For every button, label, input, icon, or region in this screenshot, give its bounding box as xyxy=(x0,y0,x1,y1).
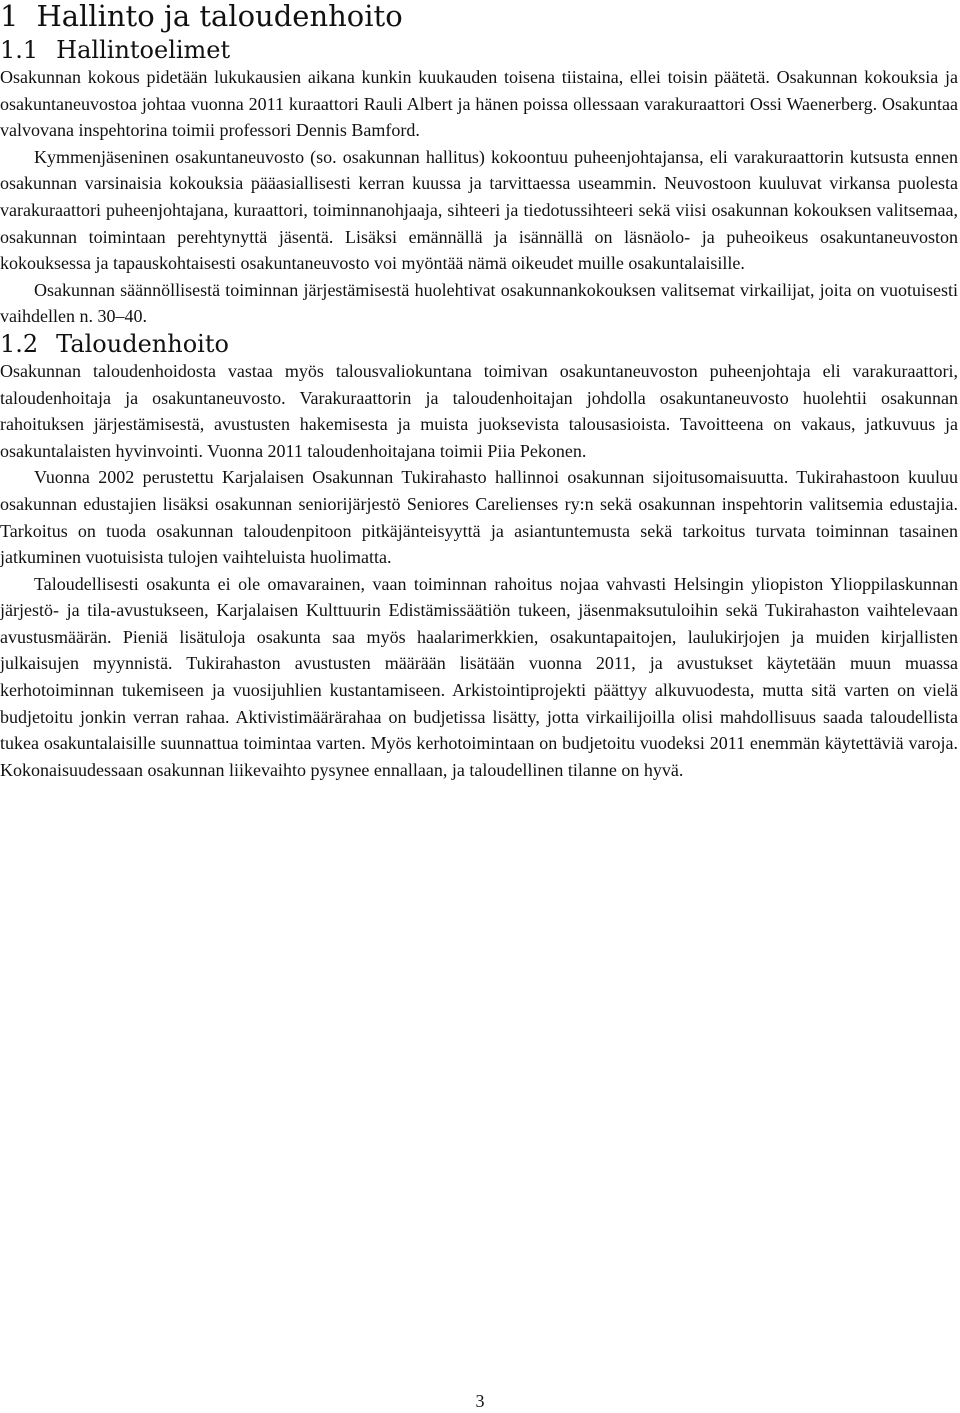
paragraph: Kymmenjäseninen osakuntaneuvosto (so. osakunnan hallitus) kokoontuu puheenjohtajansa, eli varakuraattorin kutsusta ennen osakunnan varsinaisia kokouksia pääasiallisesti kerran kuussa ja tarvittaessa useammin. Neuvostoon kuuluvat virkansa puolesta varakuraattori puheenjohtajana, kuraattori, toiminnanohjaaja, sihteeri ja tiedotussihteeri sekä viisi osakunnan kokouksen valitsemaa, osakunnan toimintaan perehtynyttä jäsentä. Lisäksi emännällä ja isännällä on läsnäolo- ja puheoikeus osakuntaneuvoston kokouksessa ja tapauskohtaisesti osakuntaneuvosto voi myöntää nämä oikeudet muille osakuntalaisille. xyxy=(0,146,958,274)
section-heading xyxy=(0,0,958,36)
subsection-title: Taloudenhoito xyxy=(56,329,229,358)
paragraph: Osakunnan kokous pidetään lukukausien aikana kunkin kuukauden toisena tiistaina, ellei toisin päätetä. Osakunnan kokouksia ja osakuntaneuvostoa johtaa vuonna 2011 kuraattori Rauli Albert ja hänen poissa ollessaan varakuraattori Ossi Waenerberg. Osakuntaa valvovana inspehtorina toimii professori Dennis Bamford. xyxy=(0,67,958,141)
paragraph: Osakunnan taloudenhoidosta vastaa myös talousvaliokuntana toimivan osakuntaneuvoston puheenjohtaja eli varakuraattori, taloudenhoitaja ja osakuntaneuvosto. Varakuraattorin ja taloudenhoitajan johdolla osakuntaneuvosto huolehtii osakunnan rahoituksen järjestämisestä, avustusten hakemisesta ja muista juoksevista talousasioista. Tavoitteena on vakaus, jatkuvuus ja osakuntalaisten hyvinvointi. Vuonna 2011 taloudenhoitajana toimii Piia Pekonen. xyxy=(0,360,958,461)
subsection-number: 1.2 xyxy=(0,329,39,358)
section-number: 1 xyxy=(0,0,19,33)
subsection-number: 1.1 xyxy=(0,36,39,64)
paragraph: Osakunnan säännöllisestä toiminnan järjestämisestä huolehtivat osakunnankokouksen valitsemat virkailijat, joita on vuotuisesti vaihdellen n. 30–40. xyxy=(0,279,958,327)
page-number: 3 xyxy=(475,1391,485,1411)
subsection-heading-taloudenhoito xyxy=(0,330,958,358)
paragraph: Taloudellisesti osakunta ei ole omavarainen, vaan toiminnan rahoitus nojaa vahvasti Helsingin yliopiston Ylioppilaskunnan järjestö- ja tila-avustukseen, Karjalaisen Kulttuurin Edistämissäätiön tukeen, jäsenmaksutuloihin sekä Tukirahaston vaihtelevaan avustusmäärän. Pieniä lisätuloja osakunta saa myös haalarimerkkien, osakuntapaitojen, laulukirjojen ja muiden kirjallisten julkaisujen myynnistä. Tukirahaston avustusten määrään lisätään vuonna 2011, ja avustukset käytetään muun muassa kerhotoiminnan tukemiseen ja vuosijuhlien kustantamiseen. Arkistointiprojekti päättyy alkuvuodesta, mutta sitä varten on vielä budjetoitu jonkin verran rahaa. Aktivistimäärärahaa on budjetissa lisätty, jotta virkailijoilla olisi mahdollisuus saada taloudellista tukea osakuntalaisille suunnattua toimintaa varten. Myös kerhotoimintaan on budjetoitu vuodeksi 2011 enemmän käytettäviä varoja. Kokonaisuudessaan osakunnan liikevaihto pysynee ennallaan, ja taloudellinen tilanne on hyvä. xyxy=(0,573,958,780)
section-title: Hallinto ja taloudenhoito xyxy=(36,0,403,33)
paragraph: Vuonna 2002 perustettu Karjalaisen Osakunnan Tukirahasto hallinnoi osakunnan sijoitusomaisuutta. Tukirahastoon kuuluu osakunnan edustajien lisäksi osakunnan seniorijärjestö Seniores Carelienses ry:n sekä osakunnan inspehtorin valitsemia edustajia. Tarkoitus on tuoda osakunnan taloudenpitoon pitkäjänteisyyttä ja asiantuntemusta sekä tarkoitus turvata toiminnan tasainen jatkuminen vuotuisista tulojen vaihteluista huolimatta. xyxy=(0,467,958,568)
subsection-title: Hallintoelimet xyxy=(56,36,231,64)
subsection-heading-hallintoelimet xyxy=(0,36,958,64)
